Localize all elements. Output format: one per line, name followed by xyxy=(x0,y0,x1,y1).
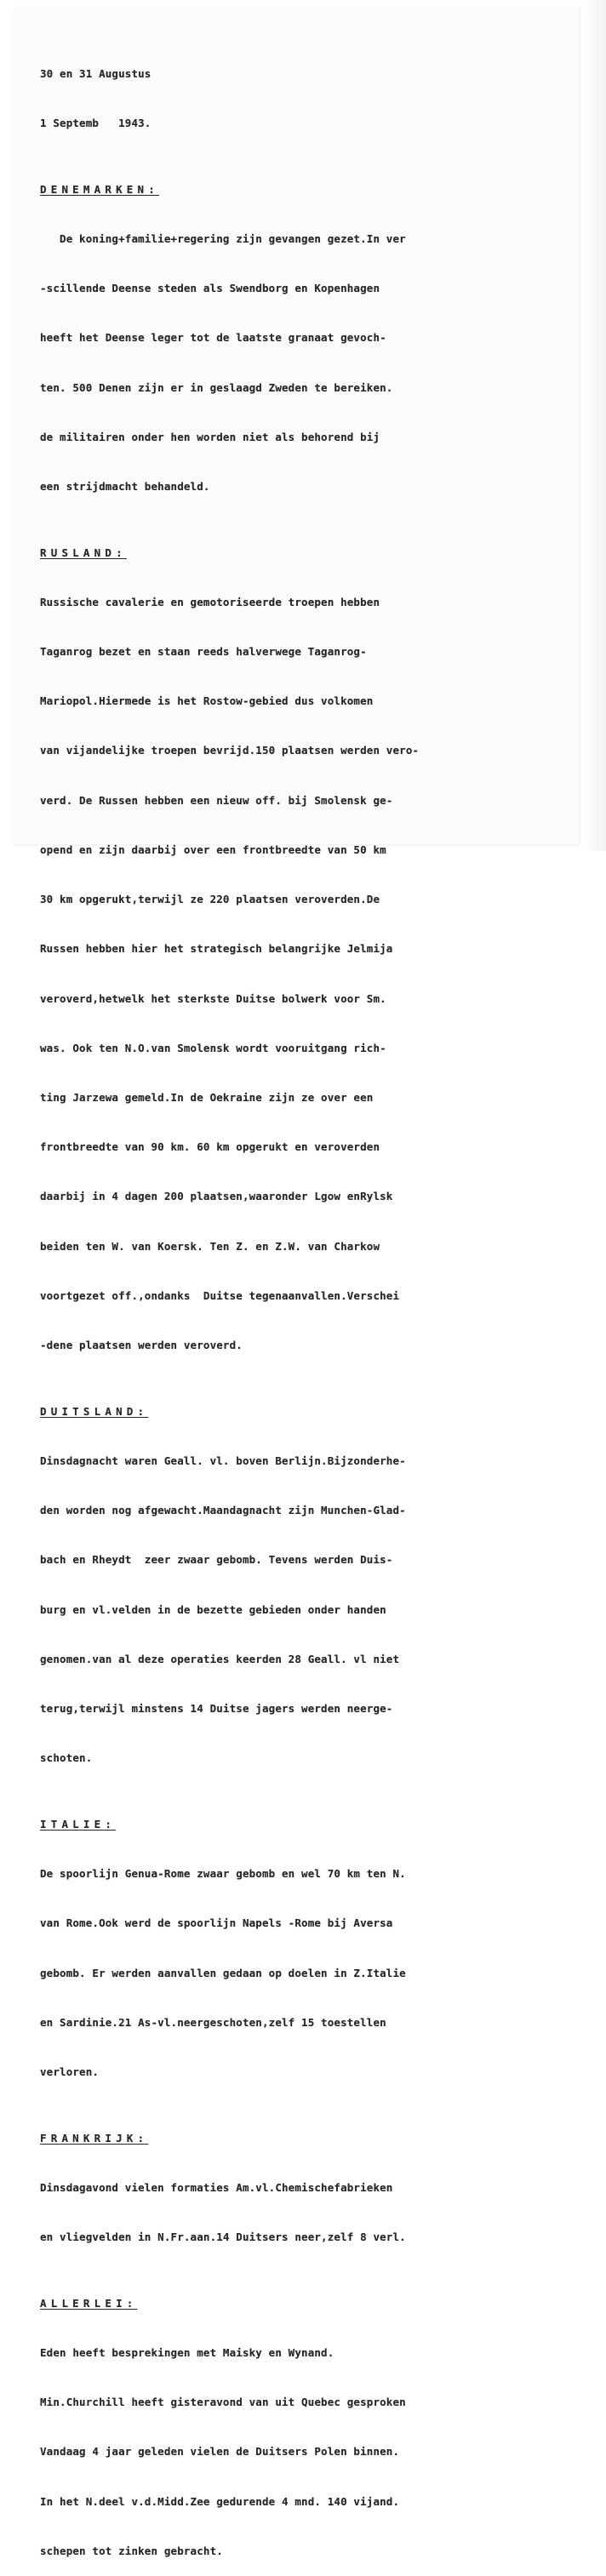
document-body xyxy=(40,32,585,2576)
text-line: ten. 500 Denen zijn er in geslaagd Zweden te bereiken. xyxy=(40,380,393,394)
section-heading-rusland: RUSLAND: xyxy=(40,545,127,559)
date-line: 1 Septemb 1943. xyxy=(40,117,152,130)
text-line: ting Jarzewa gemeld.In de Oekraine zijn ze over een xyxy=(40,1091,374,1104)
text-line: Taganrog bezet en staan reeds halverwege Taganrog- xyxy=(40,645,367,659)
text-line: Eden heeft besprekingen met Maisky en Wynand. xyxy=(40,2345,334,2359)
text-line: veroverd,hetwelk het sterkste Duitse bolwerk voor Sm. xyxy=(40,991,386,1005)
text-line: Russen hebben hier het strategisch belangrijke Jelmija xyxy=(40,942,393,956)
text-line: Vandaag 4 jaar geleden vielen de Duitsers Polen binnen. xyxy=(40,2445,400,2459)
text-line: De koning+familie+regering zijn gevangen gezet.In ver xyxy=(40,231,406,245)
text-line: genomen.van al deze operaties keerden 28 Geall. vl niet xyxy=(40,1652,400,1665)
text-line: schoten. xyxy=(40,1751,93,1765)
text-line: Russische cavalerie en gemotoriseerde troepen hebben xyxy=(40,595,380,608)
text-line: In het N.deel v.d.Midd.Zee gedurende 4 mnd. 140 vijand. xyxy=(40,2494,400,2508)
text-line: Dinsdagavond vielen formaties Am.vl.Chemischefabrieken xyxy=(40,2180,393,2194)
text-line: opend en zijn daarbij over een frontbreedte van 50 km xyxy=(40,842,386,856)
scan-margin xyxy=(582,0,606,851)
text-line: en Sardinie.21 As-vl.neergeschoten,zelf 15 toestellen xyxy=(40,2015,386,2029)
section-heading-italie: ITALIE: xyxy=(40,1817,117,1831)
text-line: terug,terwijl minstens 14 Duitse jagers werden neerge- xyxy=(40,1702,393,1716)
text-line: De spoorlijn Genua-Rome zwaar gebomb en wel 70 km ten N. xyxy=(40,1867,406,1881)
text-line: 30 km opgerukt,terwijl ze 220 plaatsen veroverden.De xyxy=(40,893,380,906)
text-line: -scillende Deense steden als Swendborg en Kopenhagen xyxy=(40,282,380,295)
text-line: -dene plaatsen werden veroverd. xyxy=(40,1339,243,1352)
text-line: voortgezet off.,ondanks Duitse tegenaanvallen.Verschei xyxy=(40,1288,400,1302)
text-line: van Rome.Ook werd de spoorlijn Napels -Rome bij Aversa xyxy=(40,1916,393,1930)
text-line: frontbreedte van 90 km. 60 km opgerukt en veroverden xyxy=(40,1140,380,1154)
text-line: bach en Rheydt zeer zwaar gebomb. Tevens werden Duis- xyxy=(40,1553,393,1567)
date-line: 30 en 31 Augustus xyxy=(40,66,152,80)
section-heading-duitsland: DUITSLAND: xyxy=(40,1404,149,1418)
text-line: van vijandelijke troepen bevrijd.150 plaatsen werden vero- xyxy=(40,744,420,757)
text-line: gebomb. Er werden aanvallen gedaan op doelen in Z.Italie xyxy=(40,1966,406,1979)
text-line: heeft het Deense leger tot de laatste granaat gevoch- xyxy=(40,331,386,345)
text-line: den worden nog afgewacht.Maandagnacht zijn Munchen-Glad- xyxy=(40,1504,406,1517)
text-line: daarbij in 4 dagen 200 plaatsen,waaronder Lgow enRylsk xyxy=(40,1190,393,1203)
text-line: burg en vl.velden in de bezette gebieden onder handen xyxy=(40,1602,386,1616)
text-line: verloren. xyxy=(40,2065,100,2078)
text-line: Mariopol.Hiermede is het Rostow-gebied dus volkomen xyxy=(40,694,374,708)
text-line: schepen tot zinken gebracht. xyxy=(40,2544,223,2557)
text-line: beiden ten W. van Koersk. Ten Z. en Z.W. van Charkow xyxy=(40,1239,380,1253)
text-line: en vliegvelden in N.Fr.aan.14 Duitsers neer,zelf 8 verl. xyxy=(40,2230,406,2244)
text-line: verd. De Russen hebben een nieuw off. bij Smolensk ge- xyxy=(40,793,393,807)
text-line: een strijdmacht behandeld. xyxy=(40,479,210,493)
section-heading-allerlei: ALLERLEI: xyxy=(40,2296,138,2310)
text-line: was. Ook ten N.O.van Smolensk wordt vooruitgang rich- xyxy=(40,1041,386,1054)
text-line: de militairen onder hen worden niet als behorend bij xyxy=(40,430,380,443)
text-line: Min.Churchill heeft gisteravond van uit Quebec gesproken xyxy=(40,2396,406,2409)
text-line: Dinsdagnacht waren Geall. vl. boven Berlijn.Bijzonderhe- xyxy=(40,1454,406,1467)
section-heading-denemarken: DENEMARKEN: xyxy=(40,182,159,196)
section-heading-frankrijk: FRANKRIJK: xyxy=(40,2131,149,2145)
